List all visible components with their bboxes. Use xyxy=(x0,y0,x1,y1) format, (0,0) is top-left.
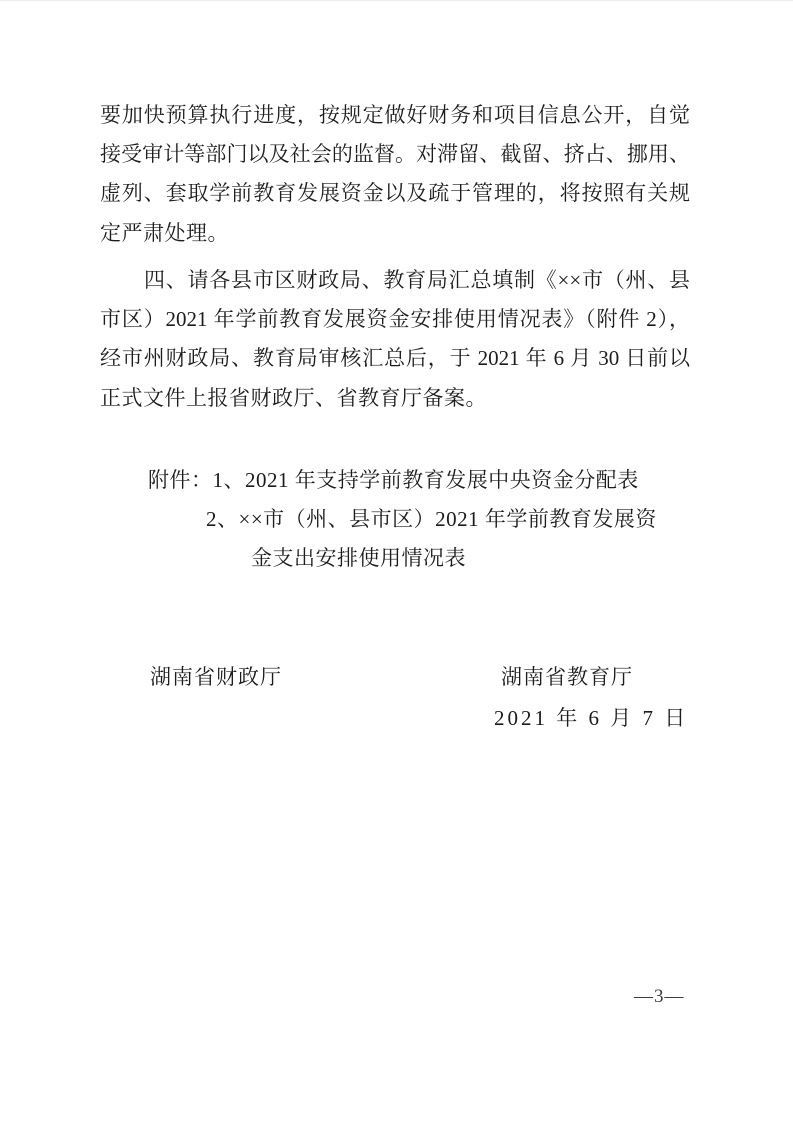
attachment-item-2-line1: 2、××市（州、县市区）2021 年学前教育发展资 xyxy=(206,507,657,531)
signature-left-org: 湖南省财政厅 xyxy=(150,665,282,689)
paragraph2-line2: 市区）2021 年学前教育发展资金安排使用情况表》（附件 2）， xyxy=(100,307,690,331)
paragraph1-line1: 要加快预算执行进度，按规定做好财务和项目信息公开，自觉 xyxy=(100,103,690,127)
attachments-label: 附件： xyxy=(148,468,213,492)
page-number: —3— xyxy=(634,986,685,1007)
paragraph1-line3: 虚列、套取学前教育发展资金以及疏于管理的，将按照有关规 xyxy=(100,181,690,205)
paragraph1-line2: 接受审计等部门以及社会的监督。对滞留、截留、挤占、挪用、 xyxy=(100,142,690,166)
attachment-item-1: 1、2021 年支持学前教育发展中央资金分配表 xyxy=(212,468,639,492)
signature-date: 2021 年 6 月 7 日 xyxy=(494,706,689,730)
paragraph2-line4: 正式文件上报省财政厅、省教育厅备案。 xyxy=(100,386,487,410)
paragraph2-line1: 四、请各县市区财政局、教育局汇总填制《××市（州、县 xyxy=(144,268,690,292)
paragraph2-line3: 经市州财政局、教育局审核汇总后，于 2021 年 6 月 30 日前以 xyxy=(100,346,690,370)
attachments-line1 xyxy=(148,467,639,494)
signature-right-org: 湖南省教育厅 xyxy=(501,665,633,689)
paragraph1-line4: 定严肃处理。 xyxy=(100,221,229,245)
attachment-item-2-line2: 金支出安排使用情况表 xyxy=(251,546,466,570)
